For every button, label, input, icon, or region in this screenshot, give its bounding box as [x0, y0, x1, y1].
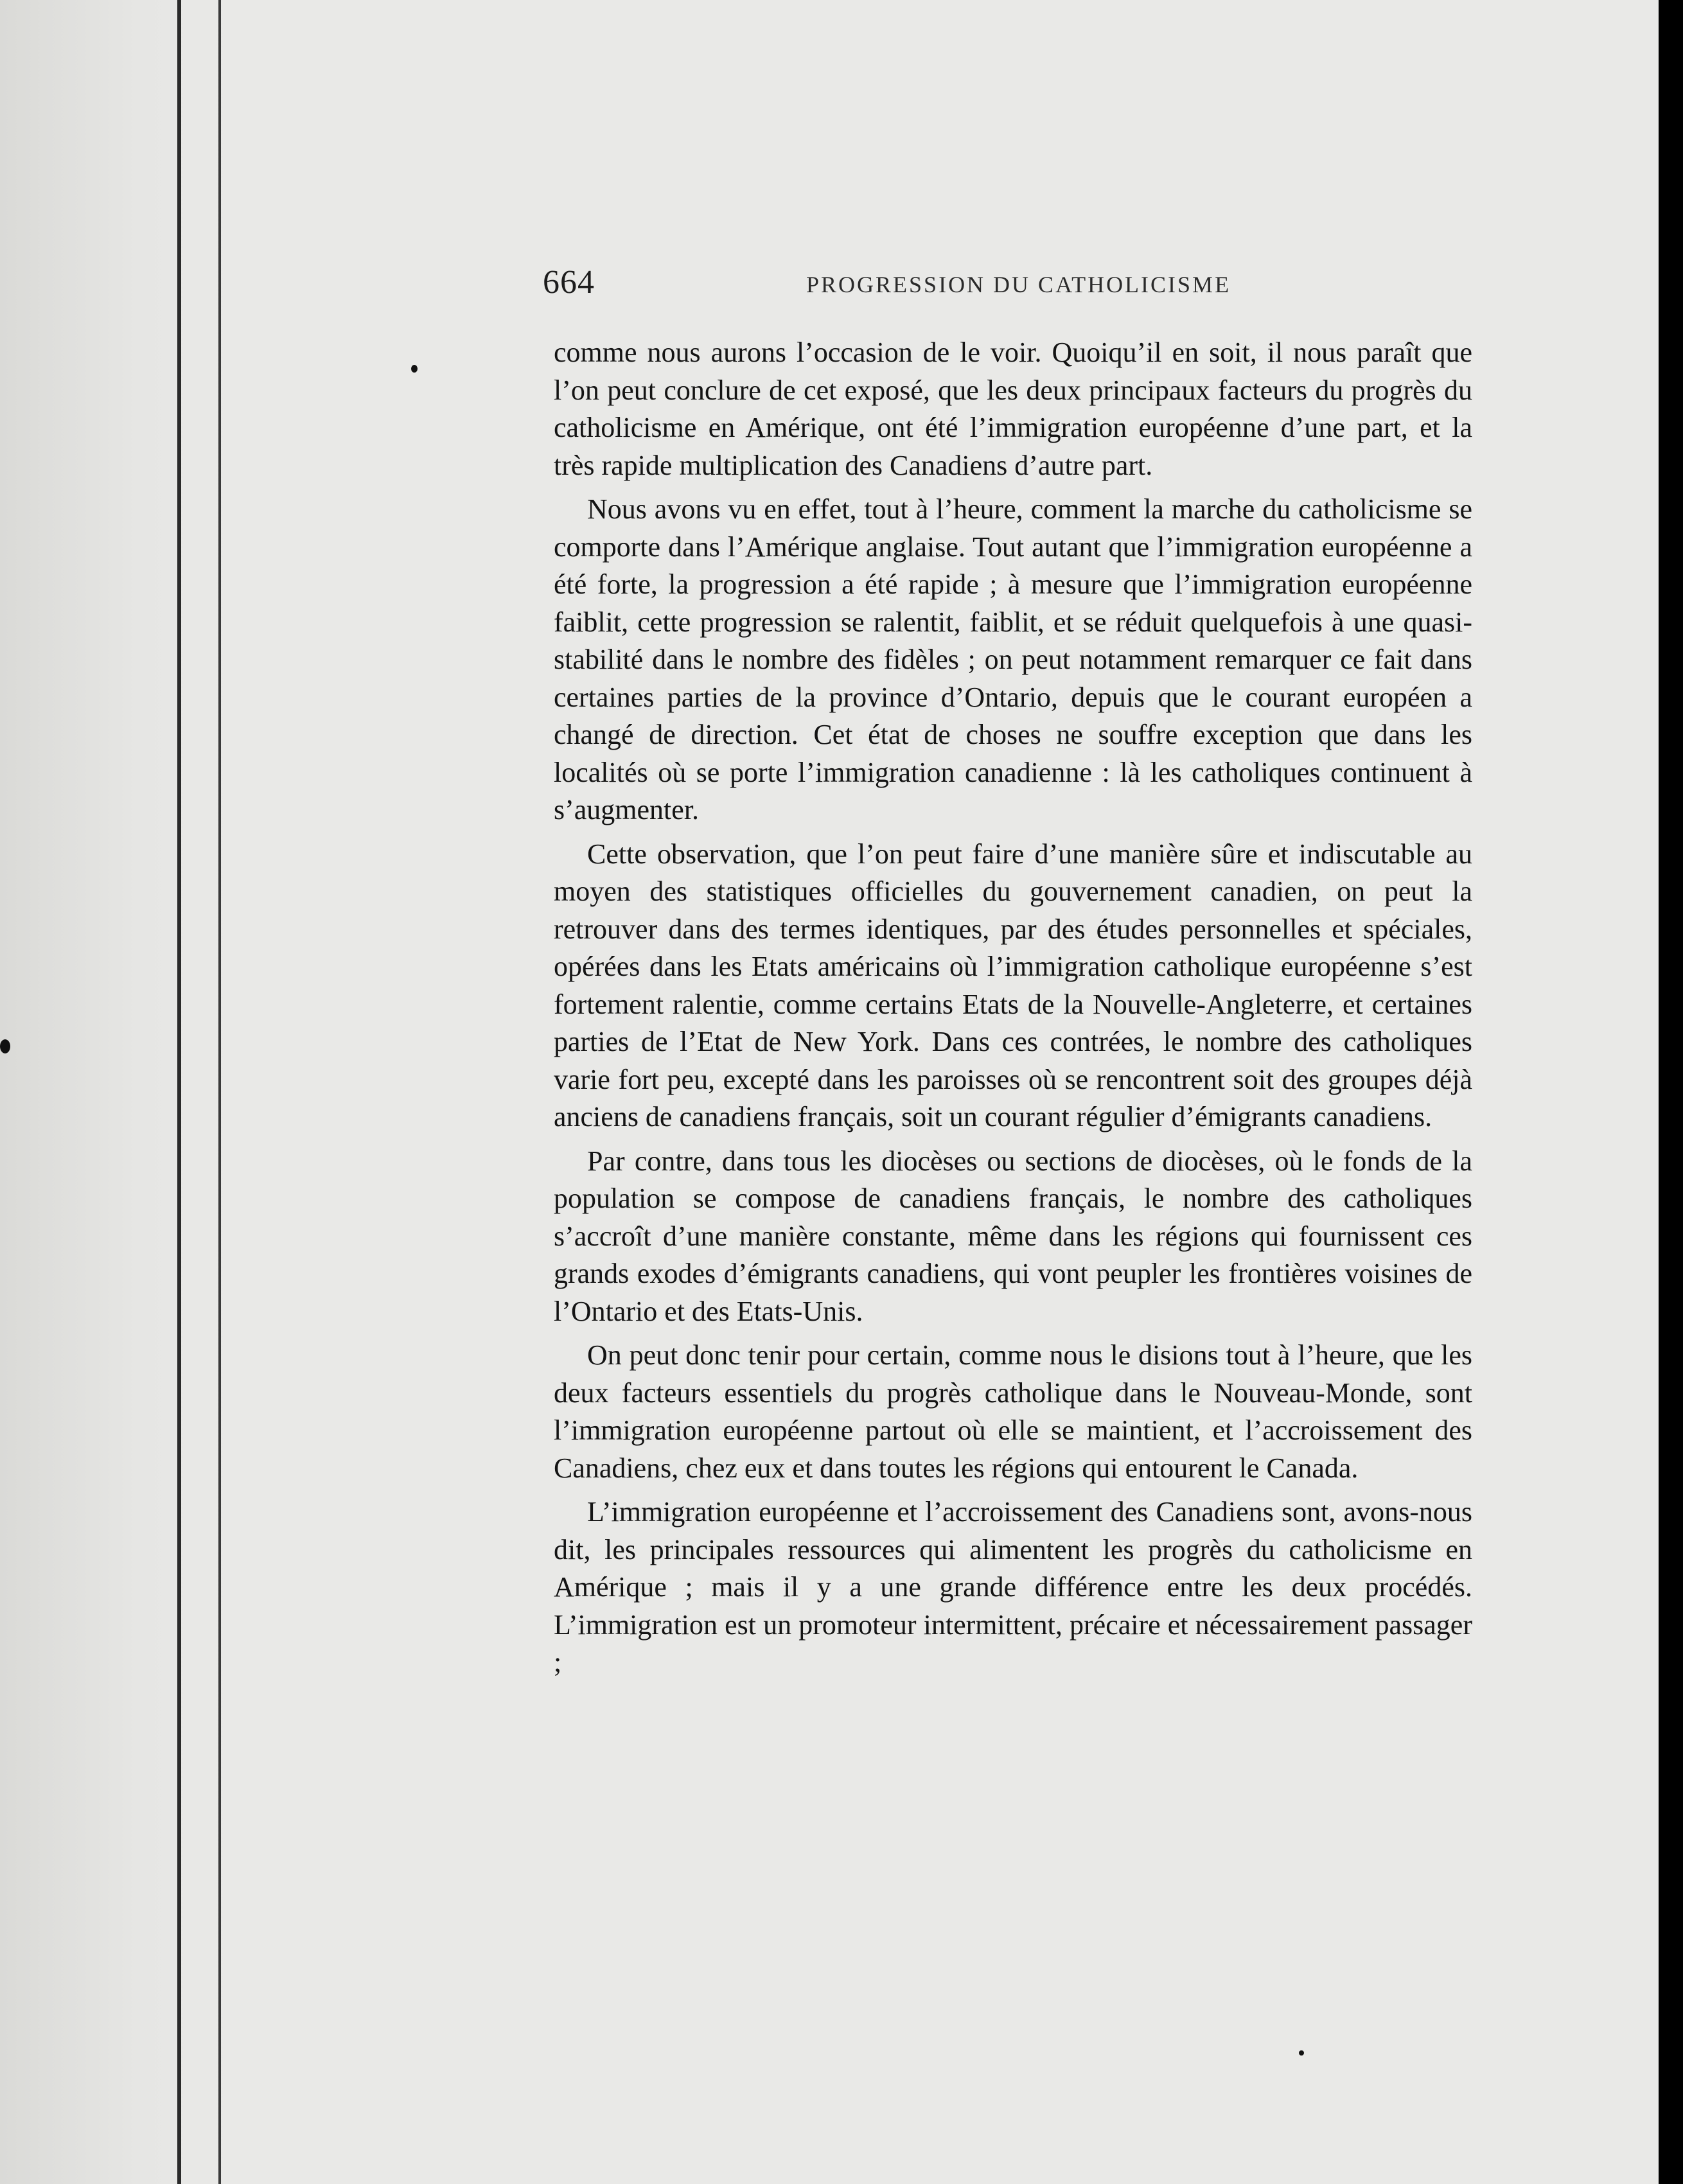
scan-border	[1659, 0, 1683, 2184]
paragraph: L’immigration européenne et l’accroissement des Canadiens sont, avons-nous dit, les principales ressources qui alimentent les progrès du catholicisme en Amérique ; mais il y a une grande différence entre les deux procédés. L’immigration est un promoteur intermittent, précaire et nécessairement passager ;	[554, 1496, 1472, 1678]
page-header	[543, 263, 1474, 315]
running-title: PROGRESSION DU CATHOLICISME	[806, 272, 1231, 297]
binding-edge-line	[218, 0, 221, 2184]
binding-edge-line	[177, 0, 181, 2184]
ink-speck	[411, 365, 418, 373]
ink-speck	[0, 1039, 10, 1053]
paragraph: comme nous aurons l’occasion de le voir. Quoiqu’il en soit, il nous paraît que l’on peut conclure de cet exposé, que les deux principaux facteurs du progrès du catholicisme en Amérique, ont été l’immigration européenne d’une part, et la très rapide multiplication des Canadiens d’autre part.	[554, 337, 1472, 481]
paragraph: Nous avons vu en effet, tout à l’heure, comment la marche du catholicisme se comporte dans l’Amérique anglaise. Tout autant que l’immigration européenne a été forte, la progression a été rapide ; à mesure que l’immigration européenne faiblit, cette progression se ralentit, faiblit, et se réduit quelquefois à une quasi-stabilité dans le nombre des fidèles ; on peut notamment remarquer ce fait dans certaines parties de la province d’Ontario, depuis que le courant européen a changé de direction. Cet état de choses ne souffre exception que dans les localités où se porte l’immigration canadienne : là les catholiques continuent à s’augmenter.	[554, 493, 1472, 825]
gutter-shadow	[0, 0, 231, 2184]
ink-speck	[1299, 2050, 1304, 2056]
paragraph: Par contre, dans tous les diocèses ou sections de diocèses, où le fonds de la population se compose de canadiens français, le nombre des catholiques s’accroît d’une manière constante, même dans les régions qui fournissent ces grands exodes d’émigrants canadiens, qui vont peupler les frontières voisines de l’Ontario et des Etats-Unis.	[554, 1145, 1472, 1327]
body-text	[554, 334, 1472, 1688]
page-number: 664	[543, 264, 595, 301]
paragraph: Cette observation, que l’on peut faire d’une manière sûre et indiscutable au moyen des statistiques officielles du gouvernement canadien, on peut la retrouver dans des termes identiques, par des études personnelles et spéciales, opérées dans les Etats américains où l’immigration catholique européenne s’est fortement ralentie, comme certains Etats de la Nouvelle-Angleterre, et certaines parties de l’Etat de New York. Dans ces contrées, le nombre des catholiques varie fort peu, excepté dans les paroisses où se rencontrent soit des groupes déjà anciens de canadiens français, soit un courant régulier d’émigrants canadiens.	[554, 838, 1472, 1132]
paragraph: On peut donc tenir pour certain, comme nous le disions tout à l’heure, que les deux facteurs essentiels du progrès catholique dans le Nouveau-Monde, sont l’immigration européenne partout où elle se maintient, et l’accroissement des Canadiens, chez eux et dans toutes les régions qui entourent le Canada.	[554, 1339, 1472, 1484]
